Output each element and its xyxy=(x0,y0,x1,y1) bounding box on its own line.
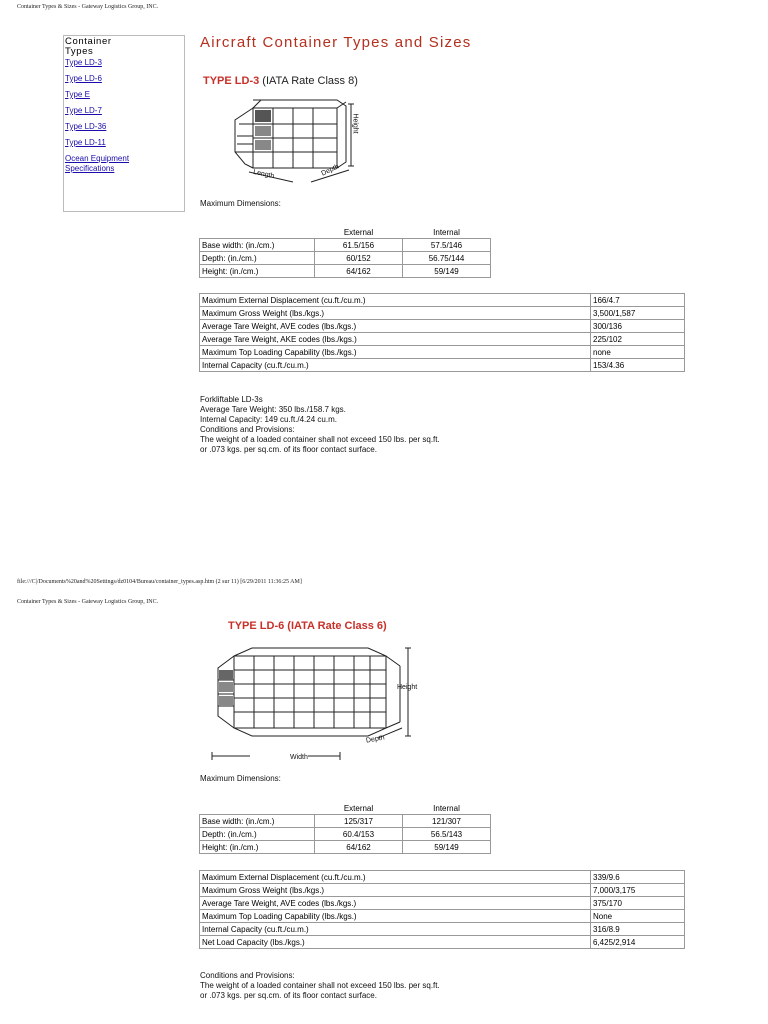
table-cell: 6,425/2,914 xyxy=(591,936,685,949)
ld3-depth-label: Depth xyxy=(320,163,341,178)
table-cell: 375/170 xyxy=(591,897,685,910)
table-row xyxy=(200,252,491,265)
table-cell: Depth: (in./cm.) xyxy=(200,828,315,841)
ld6-note-line: or .073 kgs. per sq.cm. of its floor contact surface. xyxy=(200,991,377,1000)
table-cell xyxy=(200,226,315,239)
table-cell: Height: (in./cm.) xyxy=(200,841,315,854)
ld3-note-line: or .073 kgs. per sq.cm. of its floor contact surface. xyxy=(200,445,377,454)
table-cell: 225/102 xyxy=(591,333,685,346)
table-cell: Base width: (in./cm.) xyxy=(200,815,315,828)
table-cell: Maximum Gross Weight (lbs./kgs.) xyxy=(200,884,591,897)
ld6-depth-label: Depth xyxy=(365,734,386,745)
table-cell: 64/162 xyxy=(315,265,403,278)
ld3-height-label: Height xyxy=(351,113,359,134)
table-cell: Internal xyxy=(403,226,491,239)
table-header-row xyxy=(200,802,491,815)
table-cell: 64/162 xyxy=(315,841,403,854)
table-cell: Maximum Top Loading Capability (lbs./kgs.) xyxy=(200,346,591,359)
ld6-section-title: TYPE LD-6 (IATA Rate Class 6) xyxy=(228,620,387,632)
table-cell: None xyxy=(591,910,685,923)
table-cell: 61.5/156 xyxy=(315,239,403,252)
table-cell: 59/149 xyxy=(403,841,491,854)
table-cell: 339/9.6 xyxy=(591,871,685,884)
table-cell: Maximum Top Loading Capability (lbs./kgs.) xyxy=(200,910,591,923)
table-row xyxy=(200,923,685,936)
table-cell: Internal Capacity (cu.ft./cu.m.) xyxy=(200,923,591,936)
table-row xyxy=(200,320,685,333)
table-cell: 56.75/144 xyxy=(403,252,491,265)
table-cell: 316/8.9 xyxy=(591,923,685,936)
table-cell: Net Load Capacity (lbs./kgs.) xyxy=(200,936,591,949)
table-cell: 60.4/153 xyxy=(315,828,403,841)
ld3-dims-table xyxy=(199,226,491,278)
table-row xyxy=(200,871,685,884)
table-row xyxy=(200,815,491,828)
sidebar-link-specifications[interactable]: Specifications xyxy=(65,164,115,173)
table-cell: Depth: (in./cm.) xyxy=(200,252,315,265)
table-row xyxy=(200,359,685,372)
table-cell: none xyxy=(591,346,685,359)
table-cell: Average Tare Weight, AVE codes (lbs./kgs.) xyxy=(200,320,591,333)
table-cell: 121/307 xyxy=(403,815,491,828)
table-cell: 125/317 xyxy=(315,815,403,828)
table-row xyxy=(200,841,491,854)
table-row xyxy=(200,346,685,359)
sidebar-nav xyxy=(63,35,185,212)
ld3-max-dims-label: Maximum Dimensions: xyxy=(200,199,281,208)
ld3-note-line: The weight of a loaded container shall not exceed 150 lbs. per sq.ft. xyxy=(200,435,440,444)
ld6-max-dims-label: Maximum Dimensions: xyxy=(200,774,281,783)
ld3-note-line: Forkliftable LD-3s xyxy=(200,395,263,404)
table-row xyxy=(200,884,685,897)
sidebar-title xyxy=(64,37,184,57)
ld3-notes xyxy=(200,395,440,455)
ld6-specs-table xyxy=(199,870,685,949)
sidebar-title-line1: Container xyxy=(65,36,112,47)
ld3-specs-table xyxy=(199,293,685,372)
table-cell: Average Tare Weight, AVE codes (lbs./kgs.) xyxy=(200,897,591,910)
sidebar-link-ld7[interactable]: Type LD-7 xyxy=(65,106,102,115)
table-row xyxy=(200,910,685,923)
table-row xyxy=(200,936,685,949)
table-header-row xyxy=(200,226,491,239)
table-cell: 153/4.36 xyxy=(591,359,685,372)
table-row xyxy=(200,265,491,278)
table-row xyxy=(200,239,491,252)
table-cell: Internal xyxy=(403,802,491,815)
ld3-container-diagram xyxy=(225,92,370,187)
ld3-note-line: Average Tare Weight: 350 lbs./158.7 kgs. xyxy=(200,405,346,414)
table-cell xyxy=(200,802,315,815)
table-row xyxy=(200,897,685,910)
ld6-dims-table xyxy=(199,802,491,854)
table-row xyxy=(200,333,685,346)
sidebar-title-line2: Types xyxy=(65,46,94,57)
table-cell: Maximum Gross Weight (lbs./kgs.) xyxy=(200,307,591,320)
table-cell: Base width: (in./cm.) xyxy=(200,239,315,252)
table-cell: Average Tare Weight, AKE codes (lbs./kgs.) xyxy=(200,333,591,346)
ld3-title-class: (IATA Rate Class 8) xyxy=(259,75,358,87)
ld3-title-type: TYPE LD-3 xyxy=(203,75,260,87)
table-row xyxy=(200,828,491,841)
ld6-note-line: Conditions and Provisions: xyxy=(200,971,295,980)
ld3-section-title xyxy=(203,75,358,87)
table-cell: 56.5/143 xyxy=(403,828,491,841)
ld3-note-line: Conditions and Provisions: xyxy=(200,425,295,434)
table-row xyxy=(200,307,685,320)
ld3-length-label: Length xyxy=(252,168,275,181)
sidebar-link-ocean-equipment[interactable]: Ocean Equipment xyxy=(65,154,130,163)
table-cell: 60/152 xyxy=(315,252,403,265)
table-row xyxy=(200,294,685,307)
sidebar-link-ld3[interactable]: Type LD-3 xyxy=(65,58,102,67)
table-cell: External xyxy=(315,802,403,815)
sidebar-link-type-e[interactable]: Type E xyxy=(65,90,90,99)
ld6-width-label: Width xyxy=(290,754,308,761)
table-cell: 166/4.7 xyxy=(591,294,685,307)
print-footer: file:///C|/Documents%20and%20Settings/dz0104/Bureau/container_types.asp.htm (2 sur 11) [6/29/2011 11:36:25 AM] xyxy=(17,579,302,585)
ld6-height-label: Height xyxy=(397,684,418,691)
sidebar-link-ld11[interactable]: Type LD-11 xyxy=(65,138,106,147)
ld3-note-line: Internal Capacity: 149 cu.ft./4.24 cu.m. xyxy=(200,415,337,424)
print-header: Container Types & Sizes - Gateway Logistics Group, INC. xyxy=(17,599,159,605)
print-header: Container Types & Sizes - Gateway Logistics Group, INC. xyxy=(17,4,159,10)
table-cell: 7,000/3,175 xyxy=(591,884,685,897)
ld6-notes xyxy=(200,971,440,1001)
table-cell: Internal Capacity (cu.ft./cu.m.) xyxy=(200,359,591,372)
table-cell: Maximum External Displacement (cu.ft./cu.m.) xyxy=(200,294,591,307)
table-cell: 59/149 xyxy=(403,265,491,278)
sidebar-link-ld36[interactable]: Type LD-36 xyxy=(65,122,107,131)
table-cell: 57.5/146 xyxy=(403,239,491,252)
page-title: Aircraft Container Types and Sizes xyxy=(200,34,472,51)
ld6-note-line: The weight of a loaded container shall not exceed 150 lbs. per sq.ft. xyxy=(200,981,440,990)
sidebar-link-ld6[interactable]: Type LD-6 xyxy=(65,74,102,83)
table-cell: Maximum External Displacement (cu.ft./cu.m.) xyxy=(200,871,591,884)
table-cell: 3,500/1,587 xyxy=(591,307,685,320)
table-cell: 300/136 xyxy=(591,320,685,333)
table-cell: Height: (in./cm.) xyxy=(200,265,315,278)
table-cell: External xyxy=(315,226,403,239)
ld6-container-diagram xyxy=(210,642,430,767)
